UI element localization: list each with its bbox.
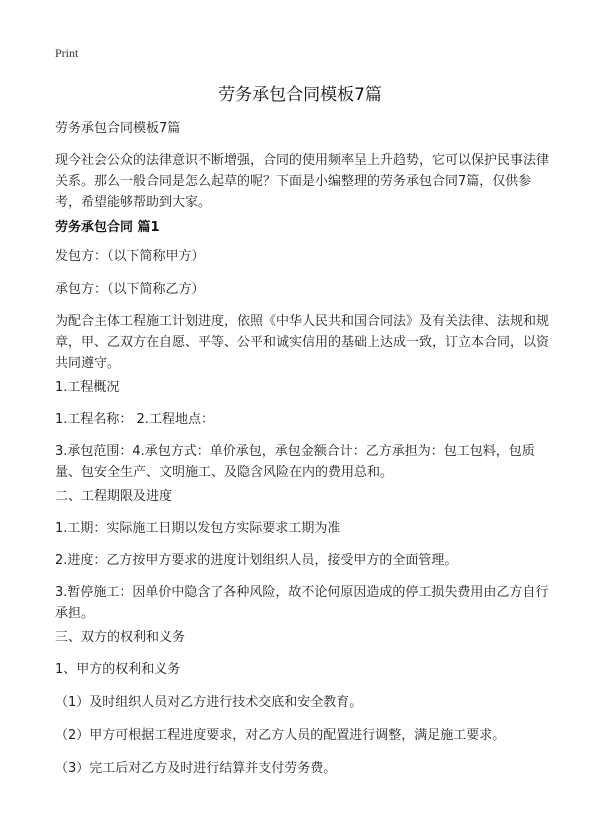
preamble-paragraph: 为配合主体工程施工计划进度，依照《中华人民共和国合同法》及有关法律、法规和规章，甲、乙双方在自愿、平等、公平和诚实信用的基础上达成一致，订立本合同，以资共同遵守。 — [55, 314, 550, 371]
party-b-line: 承包方：（以下简称乙方） — [55, 282, 205, 297]
section-1-title: 1.工程概况 — [55, 380, 120, 395]
section-2-title: 二、工程期限及进度 — [55, 489, 173, 504]
section-3-item-2: （2）甲方可根据工程进度要求，对乙方人员的配置进行调整，满足施工要求。 — [55, 728, 506, 743]
section-2-item-3: 3.暂停施工：因单价中隐含了各种风险，故不论何原因造成的停工损失费用由乙方自行承担。 — [55, 585, 549, 621]
section-1-item-2: 3.承包范围：4.承包方式：单价承包，承包金额合计：乙方承担为：包工包料，包质量、包安全生产、文明施工、及隐含风险在内的费用总和。 — [55, 444, 535, 480]
section-3-item-1: （1）及时组织人员对乙方进行技术交底和安全教育。 — [55, 695, 363, 710]
section-2-item-1: 1.工期：实际施工日期以发包方实际要求工期为准 — [55, 521, 341, 536]
section-3-subtitle: 1、甲方的权利和义务 — [55, 662, 181, 677]
section-2-item-2: 2.进度：乙方按甲方要求的进度计划组织人员，接受甲方的全面管理。 — [55, 553, 458, 568]
document-title: 劳务承包合同模板7篇 — [218, 85, 382, 105]
section-3-item-3: （3）完工后对乙方及时进行结算并支付劳务费。 — [55, 761, 337, 776]
section-1-item-1: 1.工程名称： 2.工程地点： — [55, 412, 214, 427]
intro-paragraph: 现今社会公众的法律意识不断增强，合同的使用频率呈上升趋势，它可以保护民事法律关系。那么一般合同是怎么起草的呢？下面是小编整理的劳务承包合同7篇，仅供参考，希望能够帮助到大家。 — [55, 153, 550, 210]
section-3-title: 三、双方的权利和义务 — [55, 630, 186, 645]
document-subtitle: 劳务承包合同模板7篇 — [55, 121, 181, 136]
section-heading: 劳务承包合同 篇1 — [55, 220, 160, 235]
party-a-line: 发包方：（以下简称甲方） — [55, 249, 205, 264]
print-label: Print — [55, 46, 79, 60]
